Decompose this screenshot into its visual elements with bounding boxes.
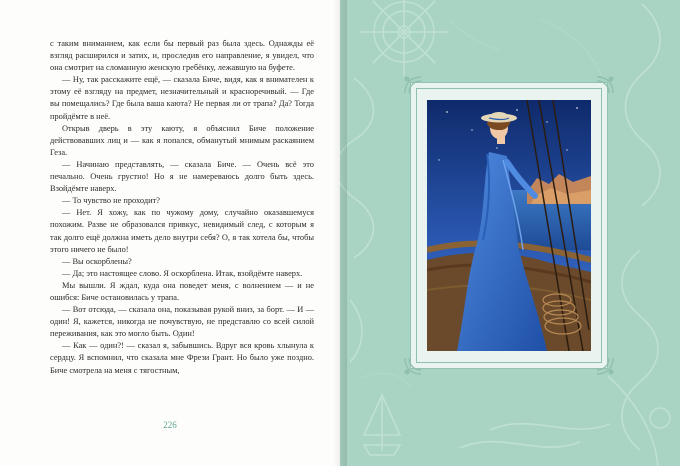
corner-ornament-icon [593,73,617,97]
paragraph: — Вы оскорблены? [62,256,132,266]
paragraph: — Да; это настоящее слово. Я оскорблена. Итак, взойдёмте наверх. [62,268,303,278]
paragraph: — Как — один?! — сказал я, забывшись. Вдруг вся кровь хлынула к сердцу. Я вспомнил, что сказала мне Фрези Грант. Но было уже поздно. Биче смотрела на меня с тягостным, [50,341,314,375]
paragraph: — Начинаю представлять, — сказала Биче. — Очень всё это печально. Очень грустно! Но я не намереваюсь долго быть здесь. Взойдёмте наверх. [50,159,314,194]
paragraph: — Ну, так расскажите ещё, — сказала Биче, видя, как я внимателен к этому её взгляду на предмет, незначительный и красноречивый. — Где вы помещались? Где была ваша каюта? Не первая ли от трапа? Да? Тогда пройдёмте в неё. [50,75,314,121]
paragraph: Открыв дверь в эту каюту, я объяснил Биче положение действовавших лиц и — как я попался, обманутый мнимым раскаянием Геза. [50,123,314,157]
paragraph: с таким вниманием, как если бы первый раз была здесь. Однажды её взгляд расширился и затих, и, проследив его направление, я увидел, что она смотрит на сломанную женскую гребёнку, лежавшую на буфете. [50,39,314,73]
paragraph: — Нет. Я хожу, как по чужому дому, случайно оказавшемуся похожим. Разве не образовался привкус, невидимый след, с которым я так долго ещё должна иметь дело внутри себя? О, я так хотела бы, чтобы этого ничего не было! [50,208,314,254]
corner-ornament-icon [401,354,425,378]
page-text [50,38,314,377]
corner-ornament-icon [401,73,425,97]
right-page [340,0,680,466]
corner-ornament-icon [593,354,617,378]
illustration [427,100,591,351]
paragraph: Мы вышли. Я ждал, куда она поведет меня, с волнением — и не ошибся: Биче остановилась у трапа. [50,280,314,302]
illustration-frame [411,83,607,368]
woman-on-ship-deck-icon [427,100,591,351]
book-gutter-shadow [333,0,347,466]
paragraph: — То чувство не проходит? [62,196,160,206]
paragraph: — Вот отсюда, — сказала она, показывая рукой вниз, за борт. — И — один! Я, кажется, никогда не почувствую, не представлю со всей силой переживания, как это могло быть. Один! [50,305,314,339]
page-number: 226 [163,420,177,430]
